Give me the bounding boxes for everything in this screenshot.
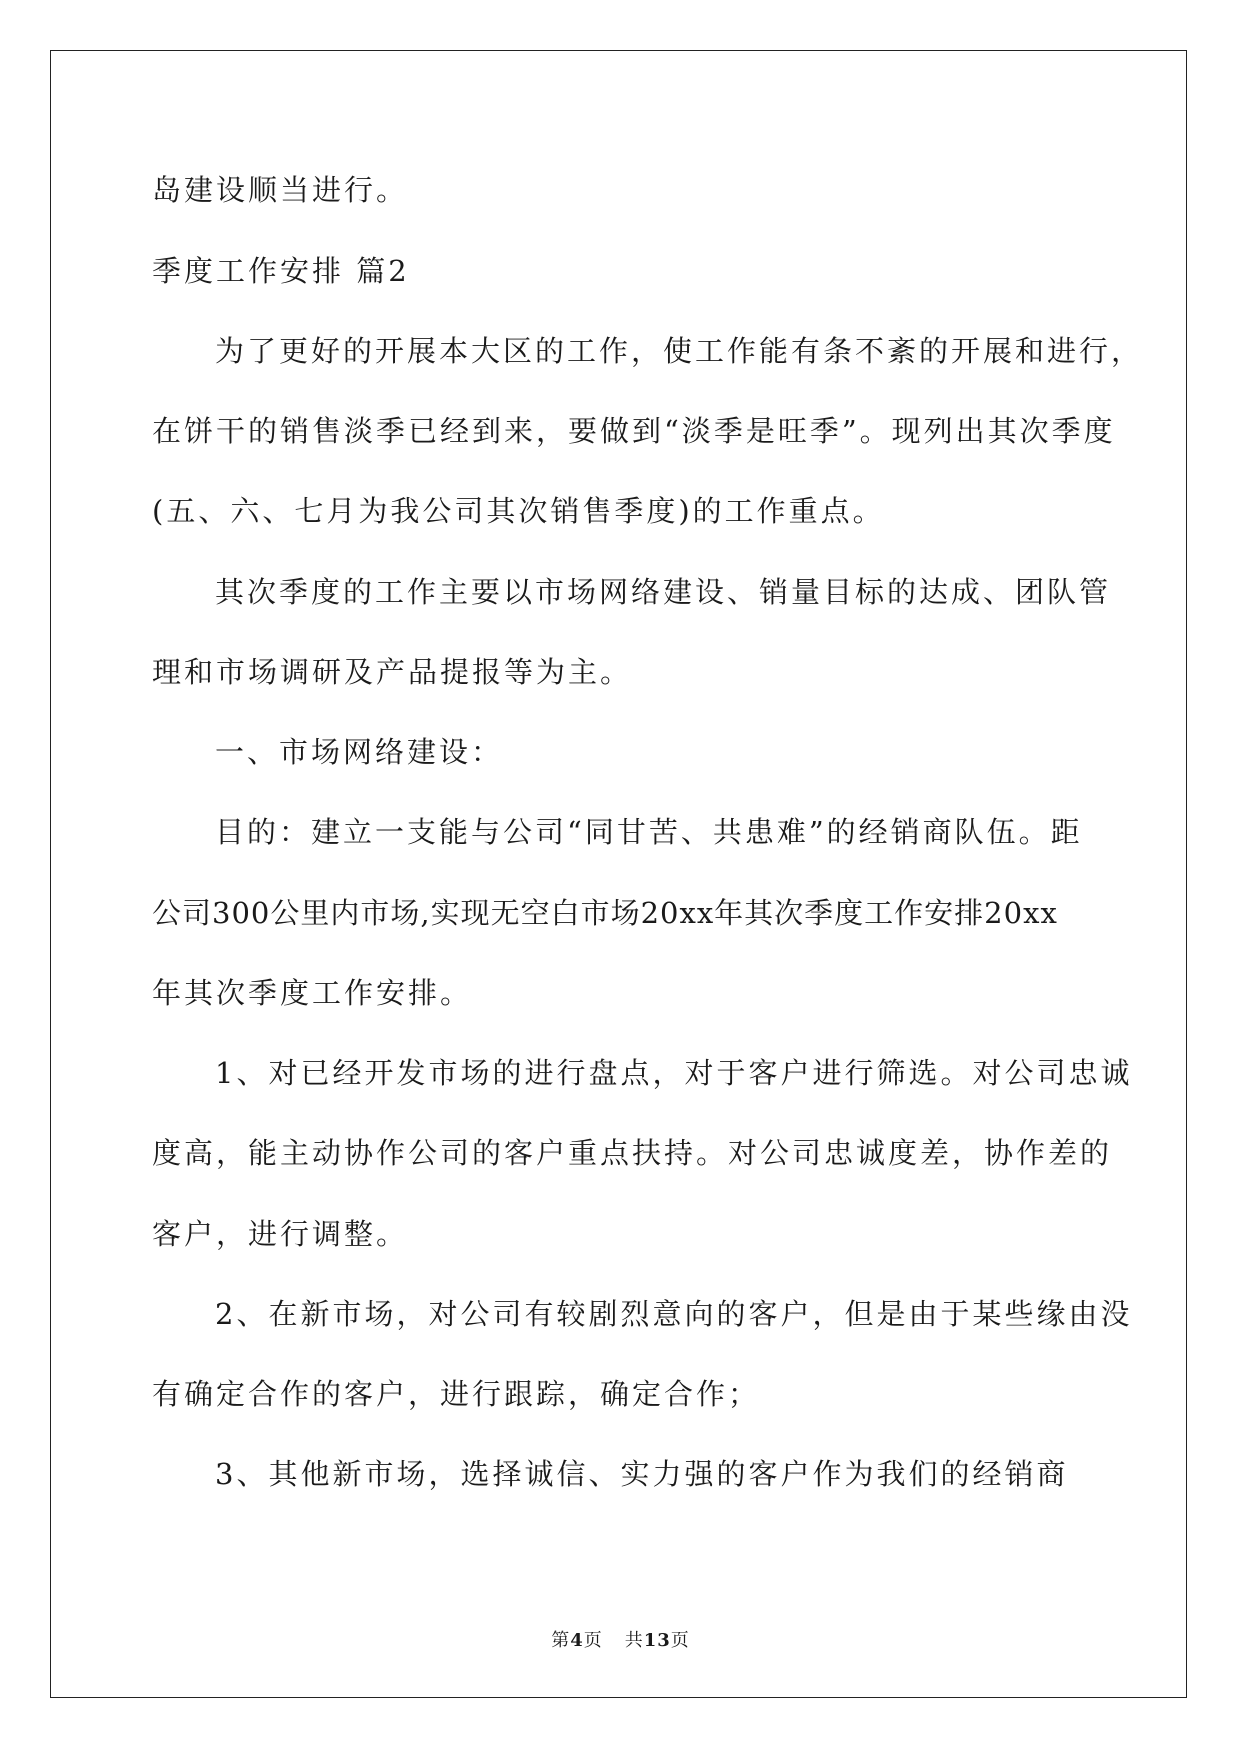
paragraph-line: 目的：建立一支能与公司“同甘苦、共患难”的经销商队伍。距 bbox=[215, 815, 1083, 849]
paragraph-line: 岛建设顺当进行。 bbox=[152, 173, 409, 207]
paragraph-line: 有确定合作的客户，进行跟踪，确定合作； bbox=[152, 1377, 761, 1411]
paragraph-line: 度高，能主动协作公司的客户重点扶持。对公司忠诚度差，协作差的 bbox=[152, 1136, 1113, 1170]
subsection-heading: 一、市场网络建设： bbox=[215, 735, 504, 769]
section-heading: 季度工作安排 篇2 bbox=[152, 254, 410, 288]
paragraph-line: 公司300公里内市场,实现无空白市场20xx年其次季度工作安排20xx bbox=[152, 896, 1058, 930]
list-item: 3、其他新市场，选择诚信、实力强的客户作为我们的经销商 bbox=[215, 1457, 1069, 1491]
page-footer bbox=[0, 1626, 1241, 1652]
page-current: 4 bbox=[570, 1630, 584, 1651]
total-prefix: 共 bbox=[624, 1630, 644, 1651]
paragraph-line: (五、六、七月为我公司其次销售季度)的工作重点。 bbox=[152, 494, 885, 528]
page-prefix: 第 bbox=[551, 1630, 571, 1651]
list-item: 2、在新市场，对公司有较剧烈意向的客户，但是由于某些缘由没 bbox=[215, 1297, 1133, 1331]
page-mid: 页 bbox=[583, 1630, 603, 1651]
page-total: 13 bbox=[643, 1630, 671, 1651]
list-item: 1、对已经开发市场的进行盘点，对于客户进行筛选。对公司忠诚 bbox=[215, 1056, 1133, 1090]
paragraph-line: 理和市场调研及产品提报等为主。 bbox=[152, 655, 633, 689]
paragraph-line: 在饼干的销售淡季已经到来，要做到“淡季是旺季”。现列出其次季度 bbox=[152, 414, 1116, 448]
page-border bbox=[50, 50, 1187, 1698]
paragraph-line: 为了更好的开展本大区的工作，使工作能有条不紊的开展和进行， bbox=[215, 334, 1144, 368]
total-suffix: 页 bbox=[670, 1630, 690, 1651]
paragraph-line: 客户，进行调整。 bbox=[152, 1217, 409, 1251]
paragraph-line: 其次季度的工作主要以市场网络建设、销量目标的达成、团队管 bbox=[215, 575, 1112, 609]
paragraph-line: 年其次季度工作安排。 bbox=[152, 976, 473, 1010]
